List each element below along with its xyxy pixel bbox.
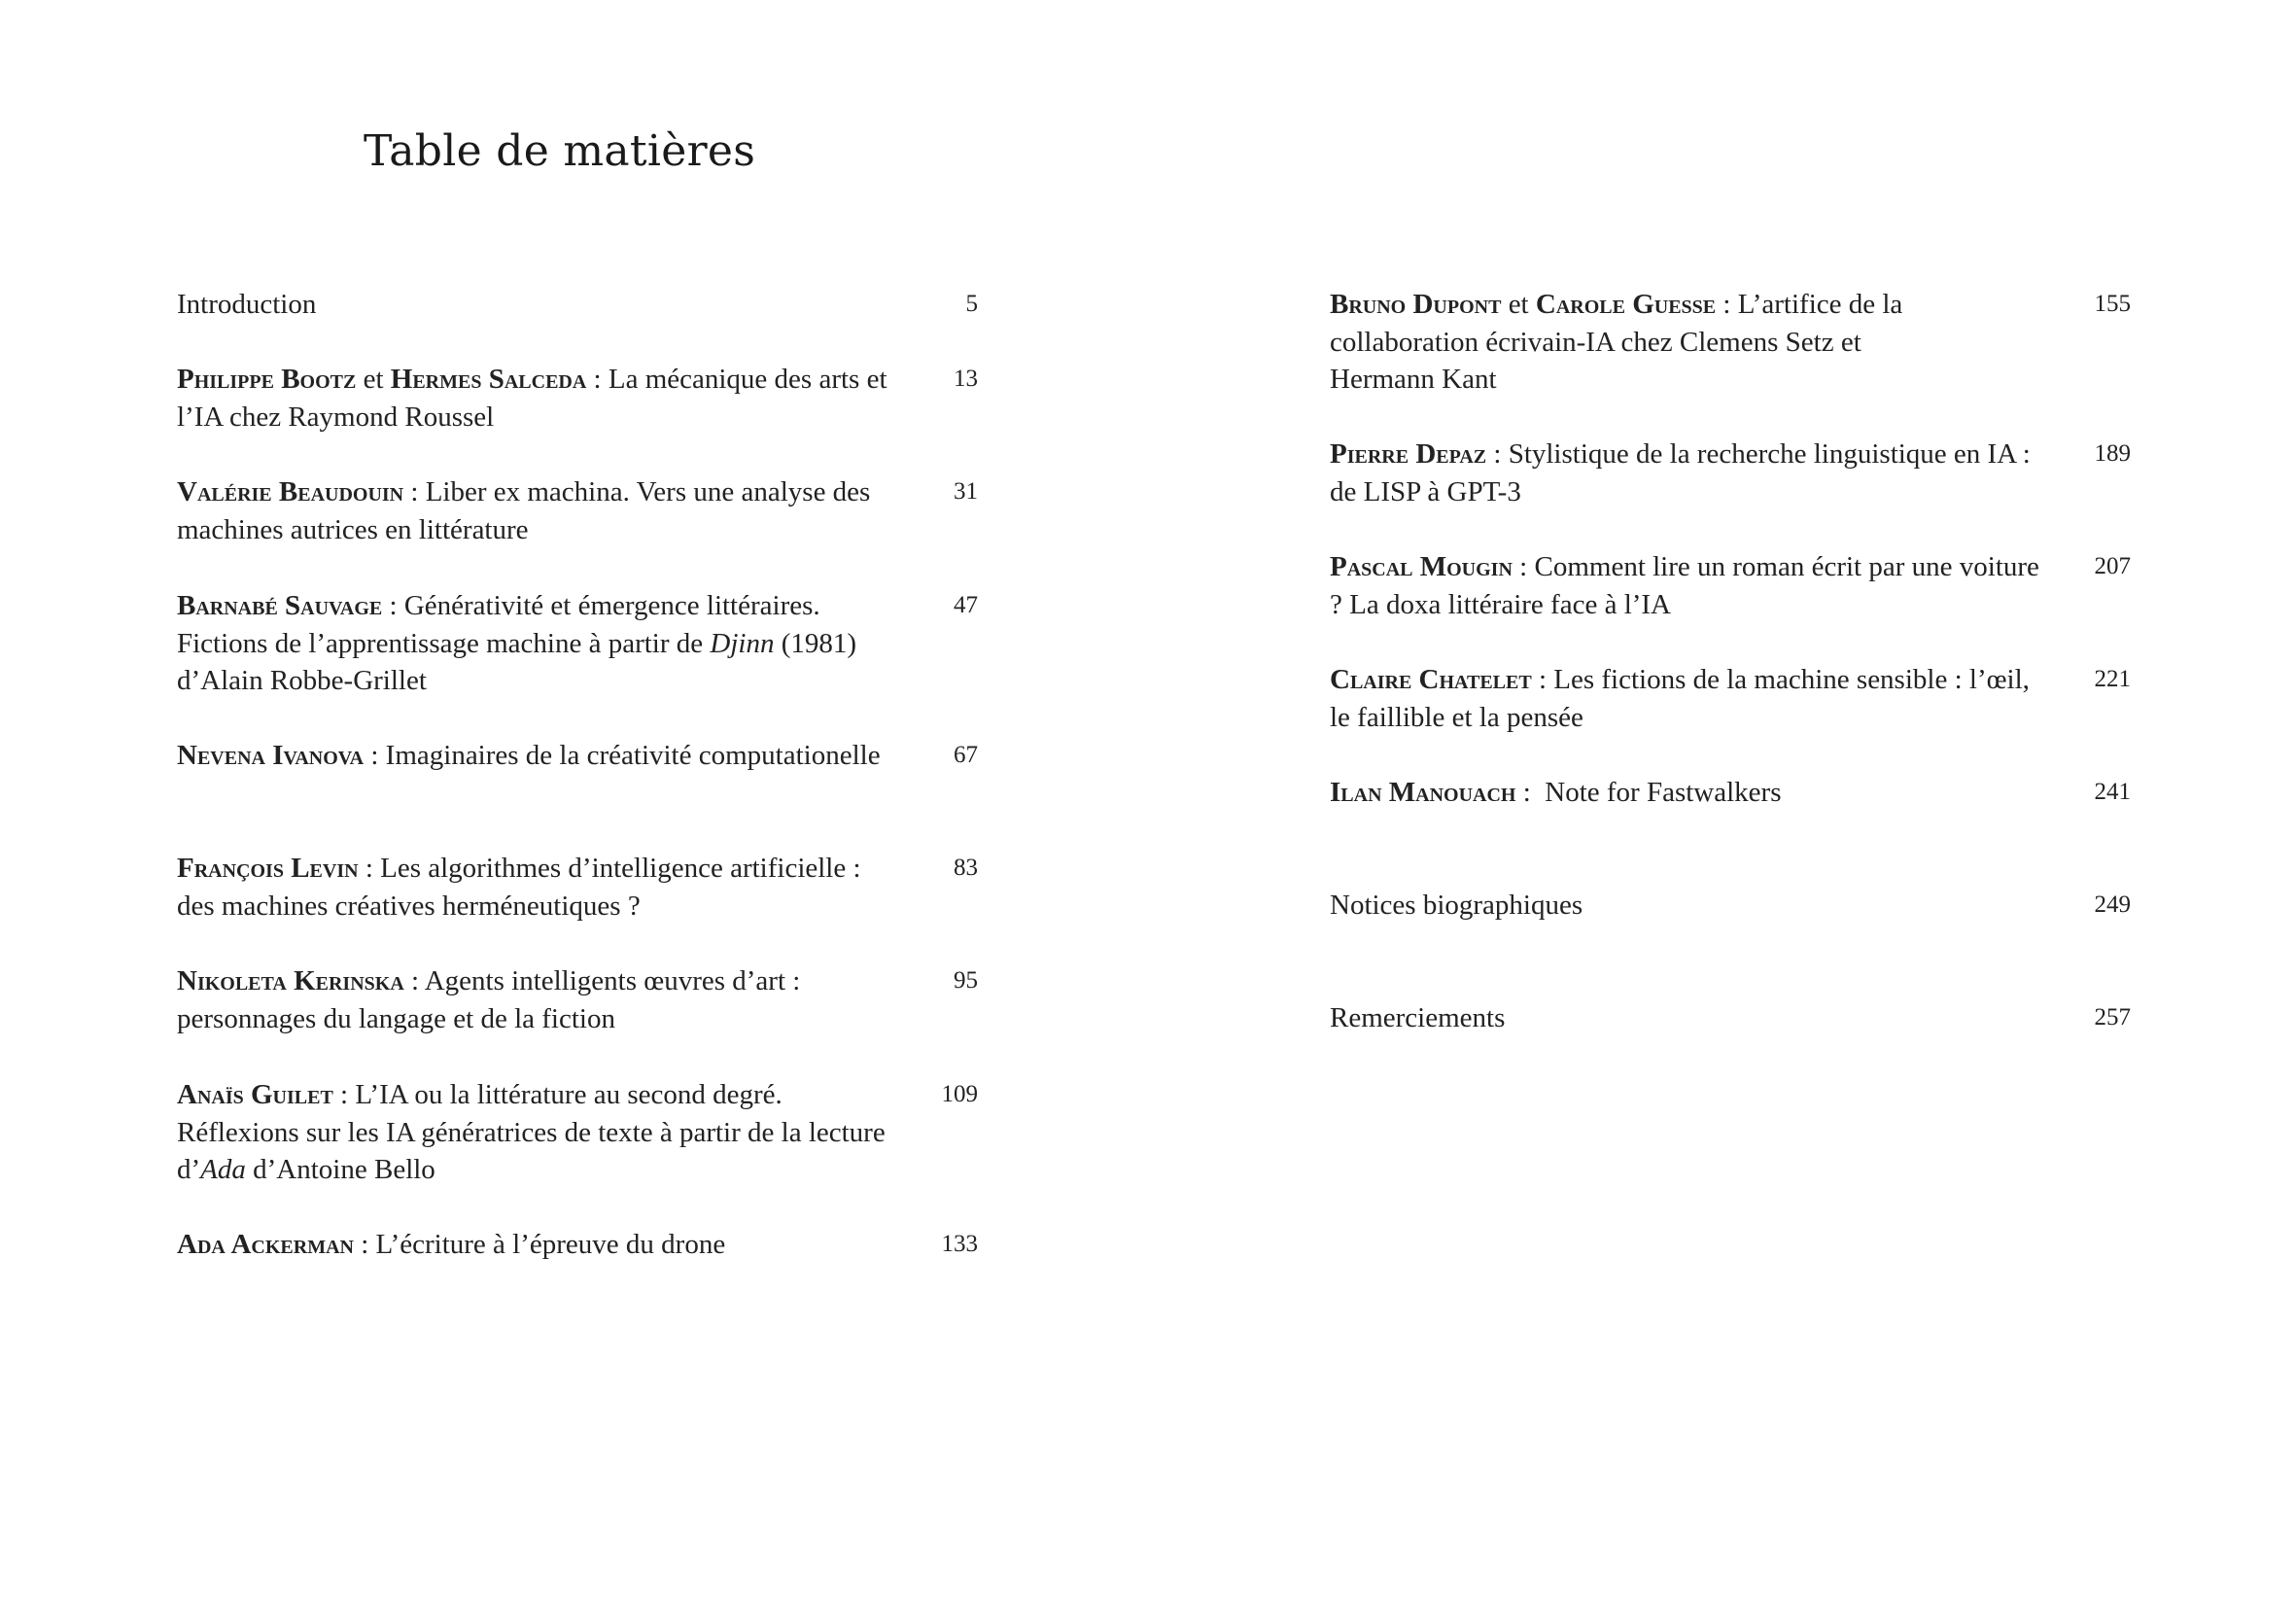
title-separator: : [1515, 777, 1546, 808]
title-separator: : [1486, 438, 1509, 470]
toc-entry-title: Note for Fastwalkers [1545, 777, 1782, 808]
author-name: Bruno Dupont [1330, 289, 1502, 320]
toc-entry-title: L’IA ou la littérature au second degré. Réflexions sur les IA génératrices de texte à partir de la lecture d’ [177, 1079, 886, 1185]
author-name: Nevena Ivanova [177, 740, 365, 771]
toc-entry-text [177, 361, 896, 436]
author-name: Claire Chatelet [1330, 664, 1532, 695]
book-title: Djinn [710, 627, 775, 659]
toc-entry-text [1330, 286, 1952, 399]
toc-page-number: 95 [954, 967, 978, 994]
toc-entry-title: Les fictions de la machine sensible : l’œil, le faillible et la pensée [1330, 664, 2030, 733]
toc-page-number: 13 [954, 366, 978, 392]
author-name: Nikoleta Kerinska [177, 965, 404, 996]
title-separator: : [332, 1079, 356, 1110]
toc-entry-text [1330, 661, 2030, 736]
toc-entry-title: Comment lire un roman écrit par une voiture ? La doxa littéraire face à l’IA [1330, 551, 2039, 620]
toc-page-number: 83 [954, 855, 978, 881]
title-separator: : [1512, 551, 1535, 582]
toc-entry-text [177, 737, 896, 775]
book-title: Ada [200, 1154, 246, 1185]
title-separator: : [382, 590, 404, 621]
author-name: Carole Guesse [1535, 289, 1717, 320]
toc-page-number: 241 [2094, 779, 2131, 805]
toc-entry-title: La mécanique des arts et l’IA chez Raymond Roussel [177, 364, 887, 433]
toc-entry-title: Générativité et émergence littéraires. Fictions de l’apprentissage machine à partir de [177, 590, 820, 659]
toc-entry-title: L’écriture à l’épreuve du drone [375, 1229, 726, 1260]
toc-entry-text [177, 850, 896, 925]
toc-page-number: 5 [965, 291, 978, 317]
toc-entry-title: Liber ex machina. Vers une analyse des machines autrices en littérature [177, 476, 871, 545]
toc-page-number: 109 [941, 1081, 978, 1107]
author-name: Ada Ackerman [177, 1229, 354, 1260]
author-connector: et [1501, 289, 1536, 320]
toc-entry-text [177, 587, 896, 700]
toc-entry-text [177, 962, 896, 1037]
title-separator: : [1716, 289, 1738, 320]
author-connector: et [356, 364, 391, 395]
title-separator: : [403, 965, 425, 996]
toc-page-number: 47 [954, 592, 978, 618]
toc-entry-title: Notices biographiques [1330, 890, 1583, 921]
toc-entry-title: Stylistique de la recherche linguistique en IA : de LISP à GPT-3 [1330, 438, 2031, 507]
author-name: Philippe Bootz [177, 364, 357, 395]
toc-entry-title: Imaginaires de la créativité computationelle [385, 740, 881, 771]
toc-entry-title-end: d’Antoine Bello [245, 1154, 435, 1185]
title-separator: : [364, 740, 386, 771]
toc-entry-text [1330, 774, 2049, 812]
toc-entry-title-end: (1981) d’Alain Robbe-Grillet [177, 627, 857, 696]
title-separator: : [1531, 664, 1554, 695]
toc-page-number: 221 [2094, 666, 2131, 692]
author-name: Anaïs Guilet [177, 1079, 333, 1110]
toc-entry-title: Agents intelligents œuvres d’art : personnages du langage et de la fiction [177, 965, 801, 1034]
toc-entry-title: Les algorithmes d’intelligence artificielle : des machines créatives herméneutiques ? [177, 853, 861, 922]
title-separator: : [586, 364, 609, 395]
toc-page-number: 189 [2094, 440, 2131, 467]
title-separator: : [403, 476, 426, 507]
toc-page-number: 31 [954, 478, 978, 505]
author-name: Hermes Salceda [390, 364, 587, 395]
author-name: Pascal Mougin [1330, 551, 1513, 582]
toc-entry-text [1330, 548, 2039, 623]
toc-entry-title: Remerciements [1330, 1002, 1506, 1033]
author-name: François Levin [177, 853, 359, 884]
author-name: Valérie Beaudouin [177, 476, 404, 507]
toc-entry-text [1330, 436, 2039, 510]
page-title: Table de matières [364, 126, 756, 176]
author-name: Ilan Manouach [1330, 777, 1516, 808]
toc-page-number: 155 [2094, 291, 2131, 317]
toc-page-number: 67 [954, 742, 978, 768]
toc-entry-text [177, 1226, 896, 1264]
toc-entry-text [177, 1076, 896, 1189]
author-name: Pierre Depaz [1330, 438, 1487, 470]
toc-page-number: 249 [2094, 891, 2131, 918]
title-separator: : [353, 1229, 376, 1260]
toc-entry-title: Introduction [177, 289, 317, 320]
toc-page-number: 257 [2094, 1004, 2131, 1031]
toc-entry-text [177, 473, 896, 548]
author-name: Barnabé Sauvage [177, 590, 383, 621]
toc-entry-title: L’artifice de la collaboration écrivain-IA chez Clemens Setz et Hermann Kant [1330, 289, 1903, 395]
toc-page-number: 207 [2094, 553, 2131, 579]
title-separator: : [358, 853, 381, 884]
toc-page-number: 133 [941, 1231, 978, 1257]
